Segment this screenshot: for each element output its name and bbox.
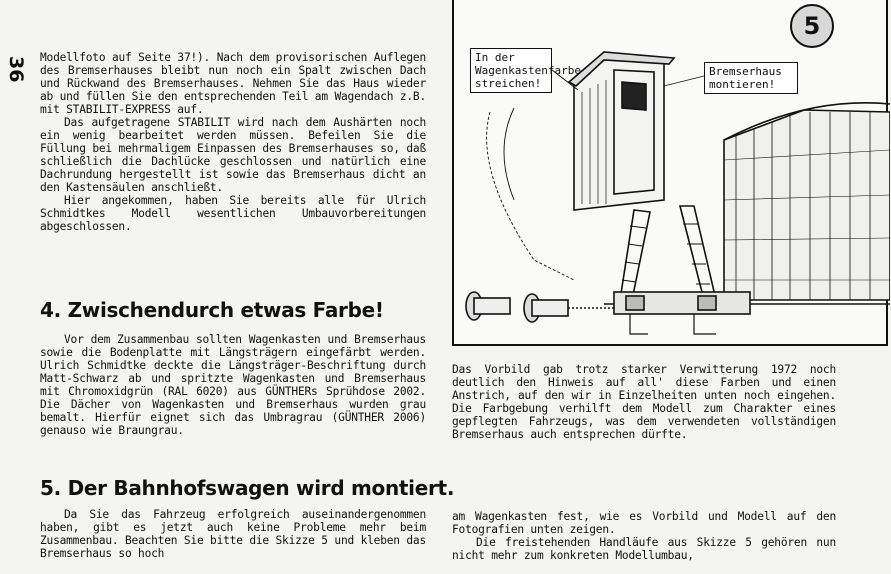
paragraph: Das aufgetragene STABILIT wird nach dem Aushärten noch ein wenig bearbeitet werden müssen. Befeilen Sie die Füllung bei mehrmaligem Einpassen des Bremserhauses so, daß schließlich die Dachlücke geschlossen und natürlich eine Dachrundung hergestellt ist sowie das Bremserhaus dicht an den Kastensäulen anschließt. [40, 116, 426, 194]
paragraph: Da Sie das Fahrzeug erfolgreich auseinandergenommen haben, gibt es jetzt auch keine Probleme mehr beim Zusammenbau. Beachten Sie bitte die Skizze 5 und kleben das Bremserhaus so hoch [40, 508, 426, 560]
paragraph: Modellfoto auf Seite 37!). Nach dem provisorischen Auflegen des Bremserhauses bleibt nun noch ein Spalt zwischen Dach und Rückwand des Bremserhauses. Nehmen Sie das Haus wieder ab und füllen Sie den entsprechenden Teil am Wagendach z.B. mit STABILIT-EXPRESS auf. [40, 51, 426, 116]
figure-number-badge: 5 [790, 4, 834, 48]
callout-mount-note: Bremserhaus montieren! [704, 62, 798, 94]
text-column-1 [40, 51, 426, 233]
paragraph: Das Vorbild gab trotz starker Verwitterung 1972 noch deutlich den Hinweis auf all' diese Farben und einen Anstrich, auf den wir in Einzelheiten unten noch eingehen. Die Farbgebung verhilft dem Modell zum Charakter eines gepflegten Fahrzeugs, was dem verwendeten vollständigen Bremserhaus auch entsprechen dürfte. [452, 363, 836, 441]
text-column-2 [40, 333, 426, 437]
text-column-3 [452, 363, 836, 441]
paragraph: am Wagenkasten fest, wie es Vorbild und Modell auf den Fotografien unten zeigen. [452, 510, 836, 536]
sketch-figure [452, 0, 888, 346]
paragraph: Die freistehenden Handläufe aus Skizze 5 gehören nun nicht mehr zum konkreten Modellumbau, [452, 536, 836, 562]
text-column-4 [40, 508, 426, 560]
section-heading-4: 4. Zwischendurch etwas Farbe! [40, 298, 384, 322]
page-number: 36 [5, 56, 27, 83]
callout-paint-note: In der Wagenkastenfarbe streichen! [470, 48, 552, 93]
text-column-5 [452, 510, 836, 562]
paragraph: Hier angekommen, haben Sie bereits alle für Ulrich Schmidtkes Modell wesentlichen Umbauvorbereitungen abgeschlossen. [40, 194, 426, 233]
paragraph: Vor dem Zusammenbau sollten Wagenkasten und Bremserhaus sowie die Bodenplatte mit Längsträgern eingefärbt werden. Ulrich Schmidtke deckte die Längsträger-Beschriftung durch Matt-Schwarz ab und spritzte Wagenkasten und Bremserhaus mit Chromoxidgrün (RAL 6020) aus GÜNTHERs Sprühdose 2002. Die Dächer von Wagenkasten und Bremserhaus wurden grau bemalt. Hierfür eignet sich das Umbragrau (GÜNTHER 2006) genauso wie Braungrau. [40, 333, 426, 437]
section-heading-5: 5. Der Bahnhofswagen wird montiert. [40, 476, 455, 500]
